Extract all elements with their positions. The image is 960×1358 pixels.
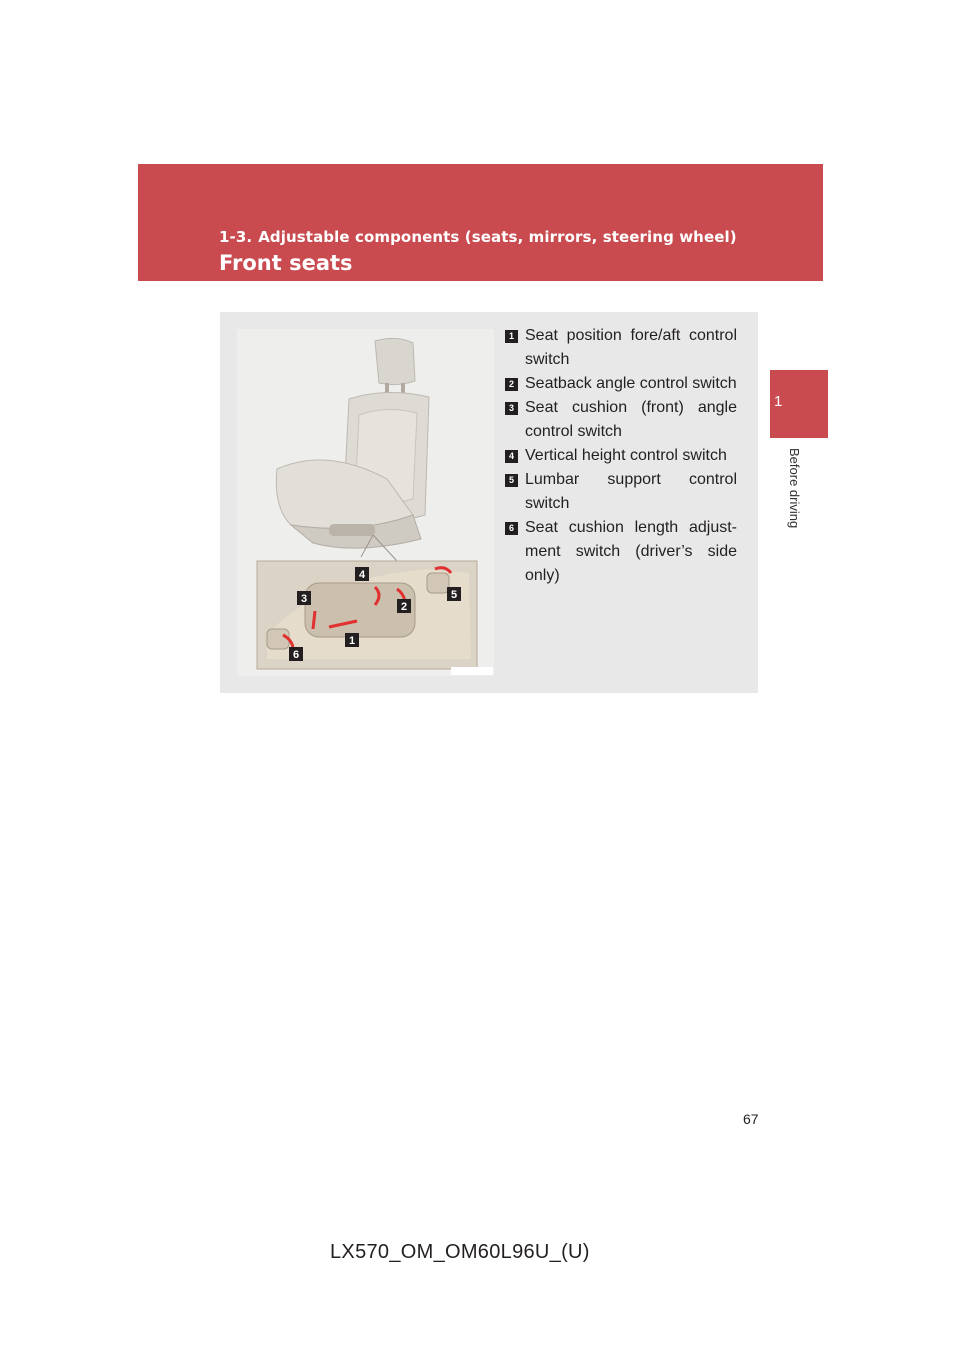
document-code: LX570_OM_OM60L96U_(U) — [330, 1241, 590, 1263]
seat-illustration — [237, 329, 494, 676]
legend-item — [505, 516, 737, 588]
legend-item — [505, 324, 737, 372]
legend-text: Seat cushion (front) angle control switch — [525, 399, 737, 440]
legend-item — [505, 468, 737, 516]
svg-text:4: 4 — [359, 569, 366, 581]
page-number: 67 — [743, 1111, 759, 1127]
legend-text: Seat cushion length adjust-ment switch (driver’s side only) — [525, 519, 737, 584]
legend-item — [505, 444, 737, 468]
legend-text: Vertical height control switch — [525, 447, 727, 464]
svg-text:2: 2 — [401, 601, 408, 613]
callout-badge: 4 — [505, 450, 518, 463]
callout-badge: 1 — [505, 330, 518, 343]
callout-badge: 5 — [505, 474, 518, 487]
section-heading — [219, 228, 737, 246]
legend-item — [505, 372, 737, 396]
page-title: Front seats — [219, 251, 353, 275]
legend-text: Lumbar support control switch — [525, 471, 737, 512]
switch-legend — [505, 324, 737, 589]
callout-badge: 3 — [505, 402, 518, 415]
chapter-number: 1 — [774, 393, 783, 410]
callout-badge: 6 — [505, 522, 518, 535]
svg-text:1: 1 — [349, 635, 356, 647]
legend-text: Seat position fore/aft control switch — [525, 327, 737, 368]
svg-text:3: 3 — [301, 593, 308, 605]
svg-text:5: 5 — [451, 589, 458, 601]
svg-text:6: 6 — [293, 649, 300, 661]
section-number: 1-3. — [219, 228, 253, 246]
legend-text: Seatback angle control switch — [525, 375, 737, 392]
legend-item — [505, 396, 737, 444]
chapter-label: Before driving — [787, 448, 802, 529]
section-title: Adjustable components (seats, mirrors, steering wheel) — [258, 228, 737, 246]
callout-badge: 2 — [505, 378, 518, 391]
